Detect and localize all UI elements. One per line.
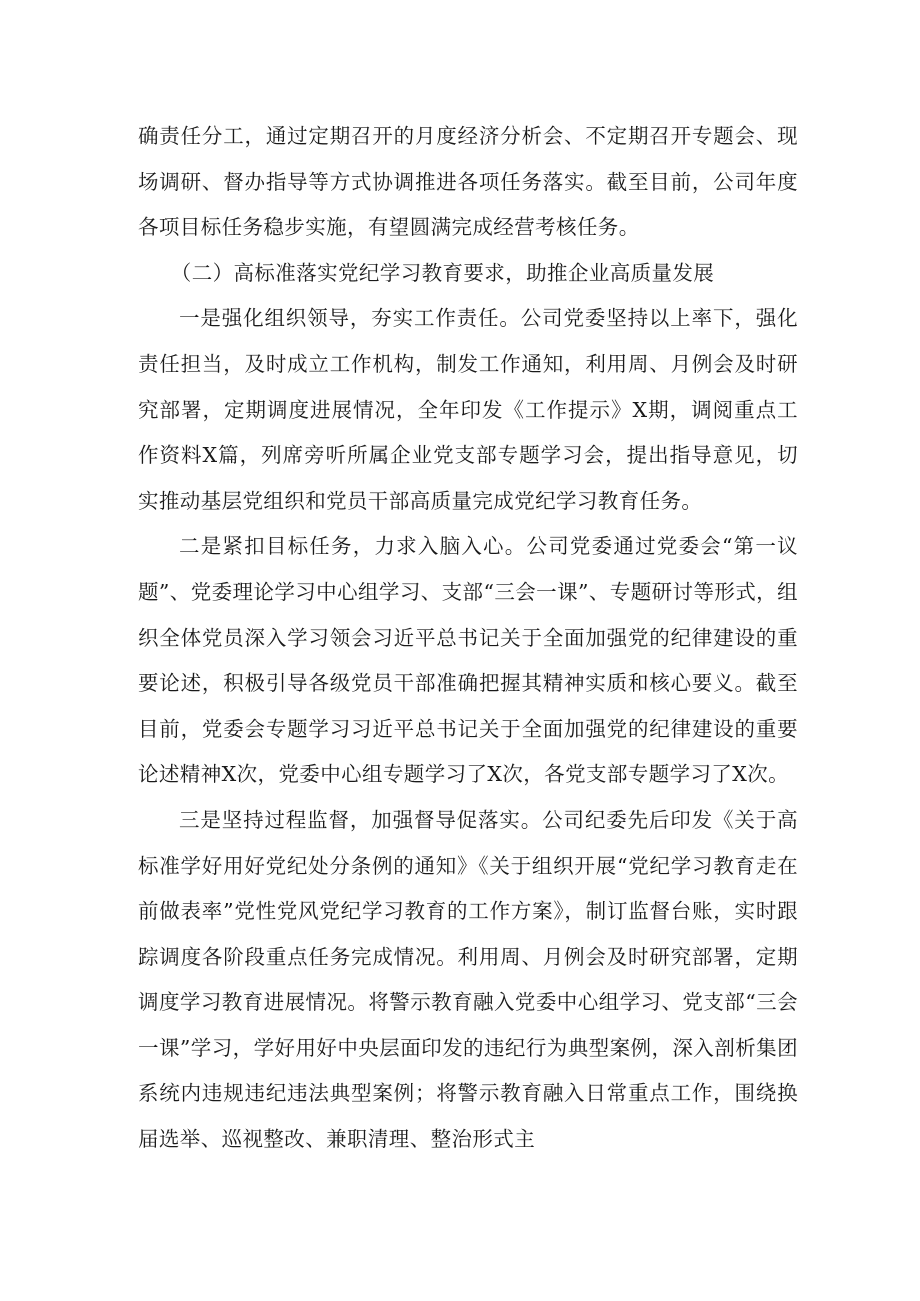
paragraph-process-supervision: 三是坚持过程监督，加强督导促落实。公司纪委先后印发《关于高标准学好用好党纪处分条例的通知》《关于组织开展“党纪学习教育走在前做表率”党性党风党纪学习教育的工作方案》，制订监督台账，实时跟踪调度各阶段重点任务完成情况。利用周、月例会及时研究部署，定期调度学习教育进展情况。将警示教育融入党委中心组学习、党支部“三会一课”学习，学好用好中央层面印发的违纪行为典型案例，深入剖析集团系统内违规违纪违法典型案例；将警示教育融入日常重点工作，围绕换届选举、巡视整改、兼职清理、整治形式主: [138, 807, 798, 1152]
paragraph-target-tasks: 二是紧扣目标任务，力求入脑入心。公司党委通过党委会“第一议题”、党委理论学习中心组学习、支部“三会一课”、专题研讨等形式，组织全体党员深入学习领会习近平总书记关于全面加强党的纪律建设的重要论述，积极引导各级党员干部准确把握其精神实质和核心要义。截至目前，党委会专题学习习近平总书记关于全面加强党的纪律建设的重要论述精神X次，党委中心组专题学习了X次，各党支部专题学习了X次。: [138, 534, 798, 787]
paragraph-continuation: 确责任分工，通过定期召开的月度经济分析会、不定期召开专题会、现场调研、督办指导等方式协调推进各项任务落实。截至目前，公司年度各项目标任务稳步实施，有望圆满完成经营考核任务。: [138, 124, 798, 240]
paragraph-organization-leadership: 一是强化组织领导，夯实工作责任。公司党委坚持以上率下，强化责任担当，及时成立工作机构，制发工作通知，利用周、月例会及时研究部署，定期调度进展情况，全年印发《工作提示》X期，调阅重点工作资料X篇，列席旁听所属企业党支部专题学习会，提出指导意见，切实推动基层党组织和党员干部高质量完成党纪学习教育任务。: [138, 306, 798, 513]
document-body: [138, 114, 798, 1163]
section-heading: （二）高标准落实党纪学习教育要求，助推企业高质量发展: [170, 260, 715, 285]
